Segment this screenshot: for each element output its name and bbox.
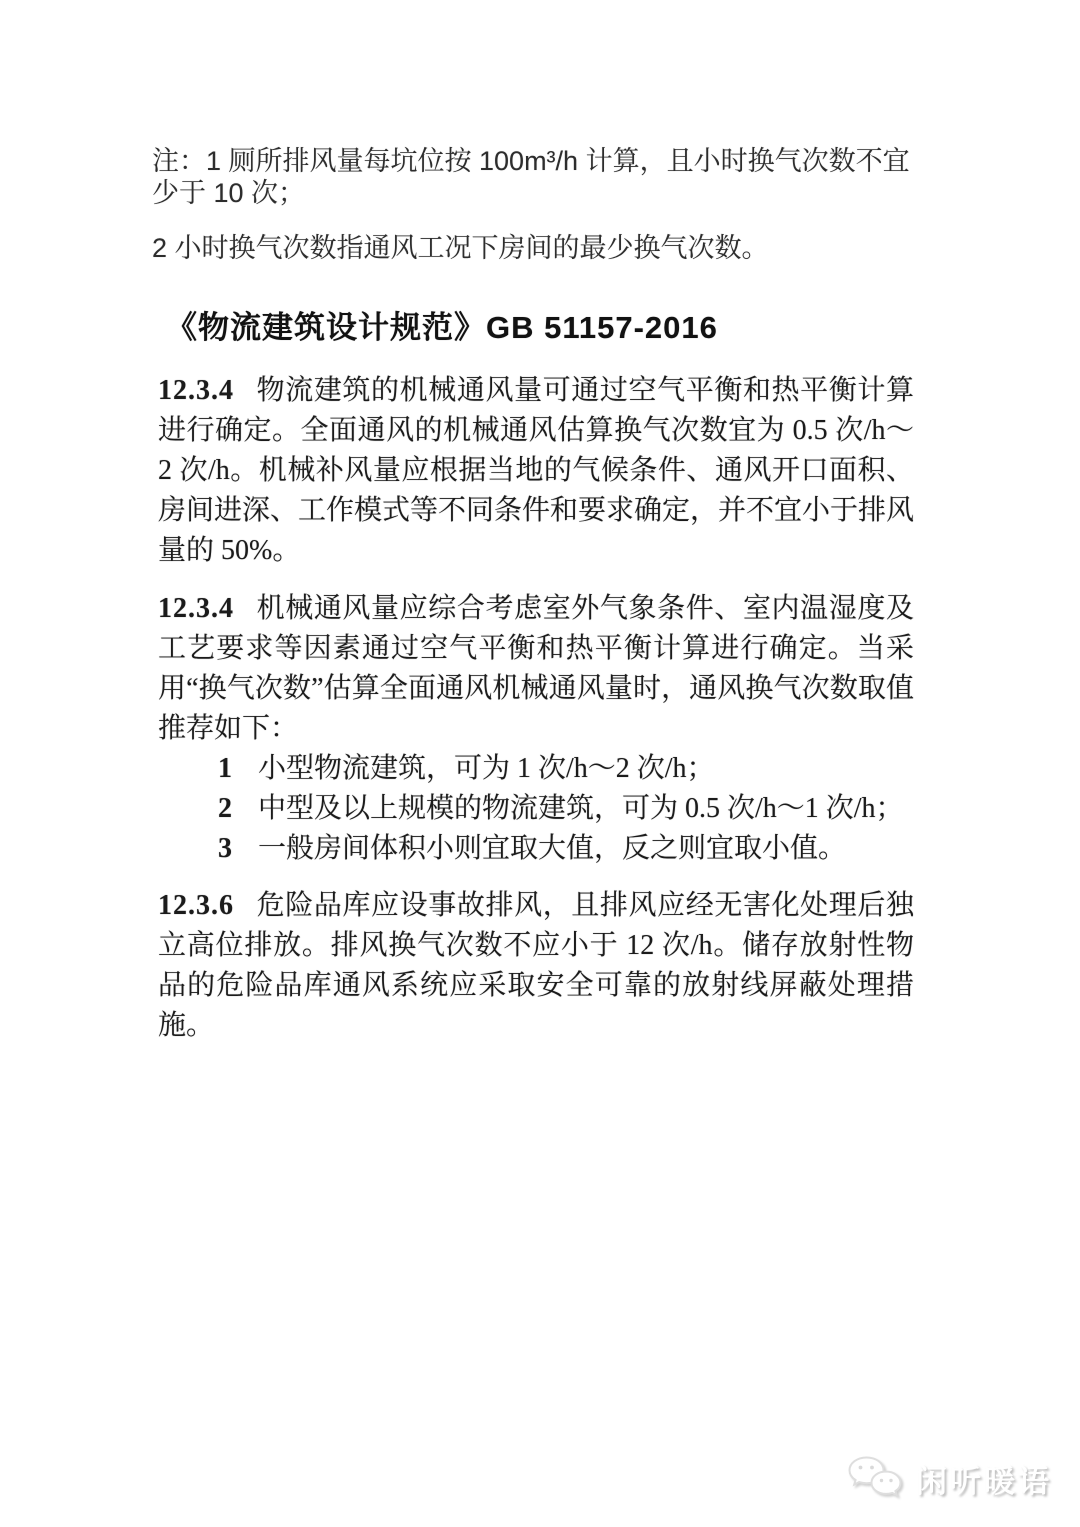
doc-title: 《物流建筑设计规范》GB 51157-2016 — [166, 310, 718, 345]
list-item-text: 一般房间体积小则宜取大值，反之则宜取小值。 — [258, 833, 847, 864]
note-line-2: 2 小时换气次数指通风工况下房间的最少换气次数。 — [152, 233, 769, 263]
list-item-number: 3 — [218, 833, 232, 864]
watermark-text: 闲听暖语 — [916, 1463, 1052, 1499]
list-item-3 — [158, 829, 914, 869]
section-text: 机械通风量应综合考虑室外气象条件、室内温湿度及工艺要求等因素通过空气平衡和热平衡计算进行确定。当采用“换气次数”估算全面通风机械通风量时，通风换气次数取值推荐如下： — [158, 593, 914, 744]
list-item-text: 中型及以上规模的物流建筑，可为 0.5 次/h～1 次/h； — [258, 793, 904, 824]
section-text: 危险品库应设事故排风，且排风应经无害化处理后独立高位排放。排风换气次数不应小于 12 次/h。储存放射性物品的危险品库通风系统应采取安全可靠的放射线屏蔽处理措施。 — [158, 890, 914, 1041]
section-number: 12.3.4 — [158, 593, 234, 624]
list-item-1 — [158, 749, 914, 789]
section-number: 12.3.6 — [158, 890, 234, 921]
wechat-icon — [846, 1455, 904, 1501]
watermark — [846, 1455, 1052, 1501]
list-item-number: 1 — [218, 753, 232, 784]
list-item-text: 小型物流建筑，可为 1 次/h～2 次/h； — [258, 753, 715, 784]
section-12-3-4-b — [158, 589, 914, 749]
section-12-3-4-a — [158, 371, 914, 571]
section-text: 物流建筑的机械通风量可通过空气平衡和热平衡计算进行确定。全面通风的机械通风估算换气次数宜为 0.5 次/h～2 次/h。机械补风量应根据当地的气候条件、通风开口面积、房间进深、工作模式等不同条件和要求确定，并不宜小于排风量的 50%。 — [158, 375, 915, 566]
section-12-3-6 — [158, 886, 914, 1046]
note-line-1: 注：1 厕所排风量每坑位按 100m³/h 计算，且小时换气次数不宜少于 10 次； — [152, 146, 910, 208]
list-item-2 — [158, 789, 914, 829]
section-number: 12.3.4 — [158, 375, 234, 406]
recommendation-list — [158, 749, 914, 869]
list-item-number: 2 — [218, 793, 232, 824]
